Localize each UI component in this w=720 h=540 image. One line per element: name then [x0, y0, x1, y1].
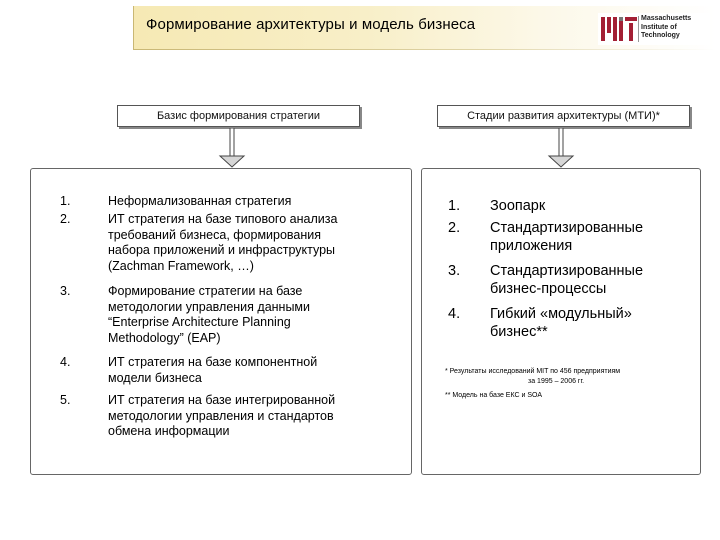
stage-line: Гибкий «модульный» [490, 306, 632, 322]
list-item-line: (Zachman Framework, …) [108, 258, 254, 273]
down-arrow-icon [546, 128, 576, 168]
stage-number: 1. [448, 198, 461, 214]
list-item-line: обмена информации [108, 424, 230, 438]
logo-line-3: Technology [641, 32, 680, 39]
list-item-line: “Enterprise Architecture Planning [108, 315, 291, 329]
footnote: за 1995 – 2006 гг. [528, 378, 585, 385]
stage-line: бизнес** [490, 324, 548, 340]
list-item-line: набора приложений и инфраструктуры [108, 243, 336, 257]
stage-number: 4. [448, 306, 461, 322]
list-item-number: 1. [60, 194, 71, 208]
list-item [108, 355, 317, 386]
down-arrow-icon [217, 128, 247, 168]
list-item-line: ИТ стратегия на базе интегрированной [108, 393, 336, 407]
list-item [108, 212, 337, 274]
list-item-number: 2. [60, 212, 71, 226]
stage-line: приложения [490, 238, 573, 254]
header-divider-vertical [133, 6, 134, 50]
list-item-line: ИТ стратегия на базе типового анализа [108, 212, 338, 226]
footnote: ** Модель на базе ЕКС и SOA [445, 392, 543, 399]
list-item-line: Формирование стратегии на базе [108, 284, 303, 298]
stage-line: Стандартизированные [490, 220, 644, 236]
list-item-number: 4. [60, 355, 71, 369]
stage-number: 2. [448, 220, 461, 236]
stage-item [490, 305, 632, 341]
stage-item [490, 219, 643, 255]
list-item-number: 3. [60, 284, 71, 298]
header-divider-horizontal [133, 49, 716, 50]
list-item-line: модели бизнеса [108, 370, 202, 385]
stage-line: Зоопарк [490, 198, 546, 214]
stage-line: Стандартизированные [490, 263, 644, 279]
list-item-line: методологии управления и стандартов [108, 408, 334, 423]
list-item-line: Methodology” (EAP) [108, 330, 221, 345]
list-item [108, 284, 310, 346]
stage-line: бизнес-процессы [490, 281, 607, 297]
list-item-number: 5. [60, 393, 71, 407]
logo-line-2: Institute of [641, 23, 677, 31]
stage-item [490, 262, 643, 298]
list-item-line: требований бизнеса, формирования [108, 227, 322, 242]
left-section-label: Базис формирования стратегии [117, 105, 360, 127]
footnote: * Результаты исследований MIT по 456 предприятиям [445, 368, 621, 375]
logo-line-1: Massachusetts [641, 15, 692, 22]
right-section-label: Стадии развития архитектуры (МТИ)* [437, 105, 690, 127]
stage-number: 3. [448, 263, 461, 279]
list-item-line: методологии управления данными [108, 299, 311, 314]
list-item-line: ИТ стратегия на базе компонентной [108, 355, 318, 369]
page-title: Формирование архитектуры и модель бизнеса [146, 16, 476, 33]
stage-item [490, 197, 545, 215]
list-item [108, 393, 335, 440]
list-item [108, 194, 291, 210]
mit-logo-text [641, 15, 691, 41]
list-item-line: Неформализованная стратегия [108, 194, 292, 208]
